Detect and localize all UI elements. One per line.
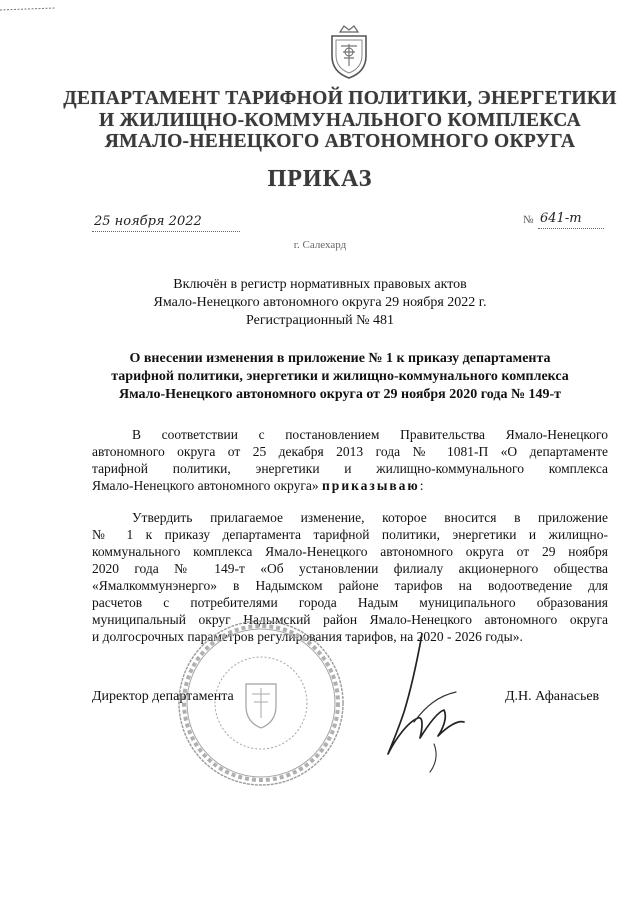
paragraph-2-line: 2020 года № 149-т «Об установлении филиалу акционерного общества [92, 561, 608, 576]
order-date [92, 214, 242, 236]
handwritten-signature-icon [378, 626, 488, 776]
date-underline [92, 231, 240, 232]
paragraph-1-line: тарифной политики, энергетики и жилищно-коммунального комплекса [92, 461, 608, 476]
signer-name: Д.Н. Афанасьев [505, 689, 600, 704]
order-number-label: № [523, 214, 534, 226]
agency-name-line-1: ДЕПАРТАМЕНТ ТАРИФНОЙ ПОЛИТИКИ, ЭНЕРГЕТИКИ [63, 88, 617, 109]
agency-name-line-2: И ЖИЛИЩНО-КОММУНАЛЬНОГО КОМПЛЕКСА [98, 110, 582, 131]
paragraph-1-line: В соответствии с постановлением Правительства Ямало-Ненецкого [132, 427, 608, 442]
signer-position: Директор департамента [92, 689, 234, 704]
document-title-line-1: О внесении изменения в приложение № 1 к приказу департамента [129, 351, 551, 366]
paragraph-2-line: № 1 к приказу департамента тарифной политики, энергетики и жилищно- [92, 527, 608, 542]
order-number-handwritten: 641-т [540, 211, 582, 226]
paragraph-2-line: и долгосрочных параметров регулирования тарифов, на 2020 - 2026 годы». [92, 629, 523, 644]
order-verb: приказываю [322, 478, 420, 493]
paragraph-1-line: автономного округа от 25 декабря 2013 года № 1081-П «О департаменте [92, 444, 608, 459]
scan-corner-mark [0, 6, 58, 14]
registration-line-2: Ямало-Ненецкого автономного округа 29 ноября 2022 г. [153, 295, 487, 310]
order-date-handwritten: 25 ноября 2022 [94, 214, 202, 229]
coat-of-arms-icon [326, 22, 372, 80]
registration-line-1: Включён в регистр нормативных правовых актов [173, 277, 467, 292]
paragraph-2-line: Утвердить прилагаемое изменение, которое вносится в приложение [132, 510, 608, 525]
order-title: ПРИКАЗ [267, 166, 373, 192]
order-city: г. Салехард [293, 239, 347, 251]
agency-name-line-3: ЯМАЛО-НЕНЕЦКОГО АВТОНОМНОГО ОКРУГА [104, 131, 576, 152]
paragraph-2-line: «Ямалкоммунэнерго» в Надымском районе тарифов на водоотведение для [92, 578, 608, 593]
paragraph-1-text: Ямало-Ненецкого автономного округа» [92, 478, 319, 493]
paragraph-1-colon: : [419, 478, 424, 493]
registration-line-3: Регистрационный № 481 [246, 313, 394, 328]
document-title-line-3: Ямало-Ненецкого автономного округа от 29 ноября 2020 года № 149-т [118, 387, 562, 402]
document-title-line-2: тарифной политики, энергетики и жилищно-коммунального комплекса [111, 369, 569, 384]
number-underline [538, 228, 604, 229]
paragraph-2-line: коммунального комплекса Ямало-Ненецкого автономного округа от 29 ноября [92, 544, 608, 559]
paragraph-2-line: муниципальный округ Надымский район Ямало-Ненецкого автономного округа [92, 612, 608, 627]
paragraph-2-line: расчетов с потребителями города Надым муниципального образования [92, 595, 608, 610]
paragraph-1-line [92, 478, 608, 495]
